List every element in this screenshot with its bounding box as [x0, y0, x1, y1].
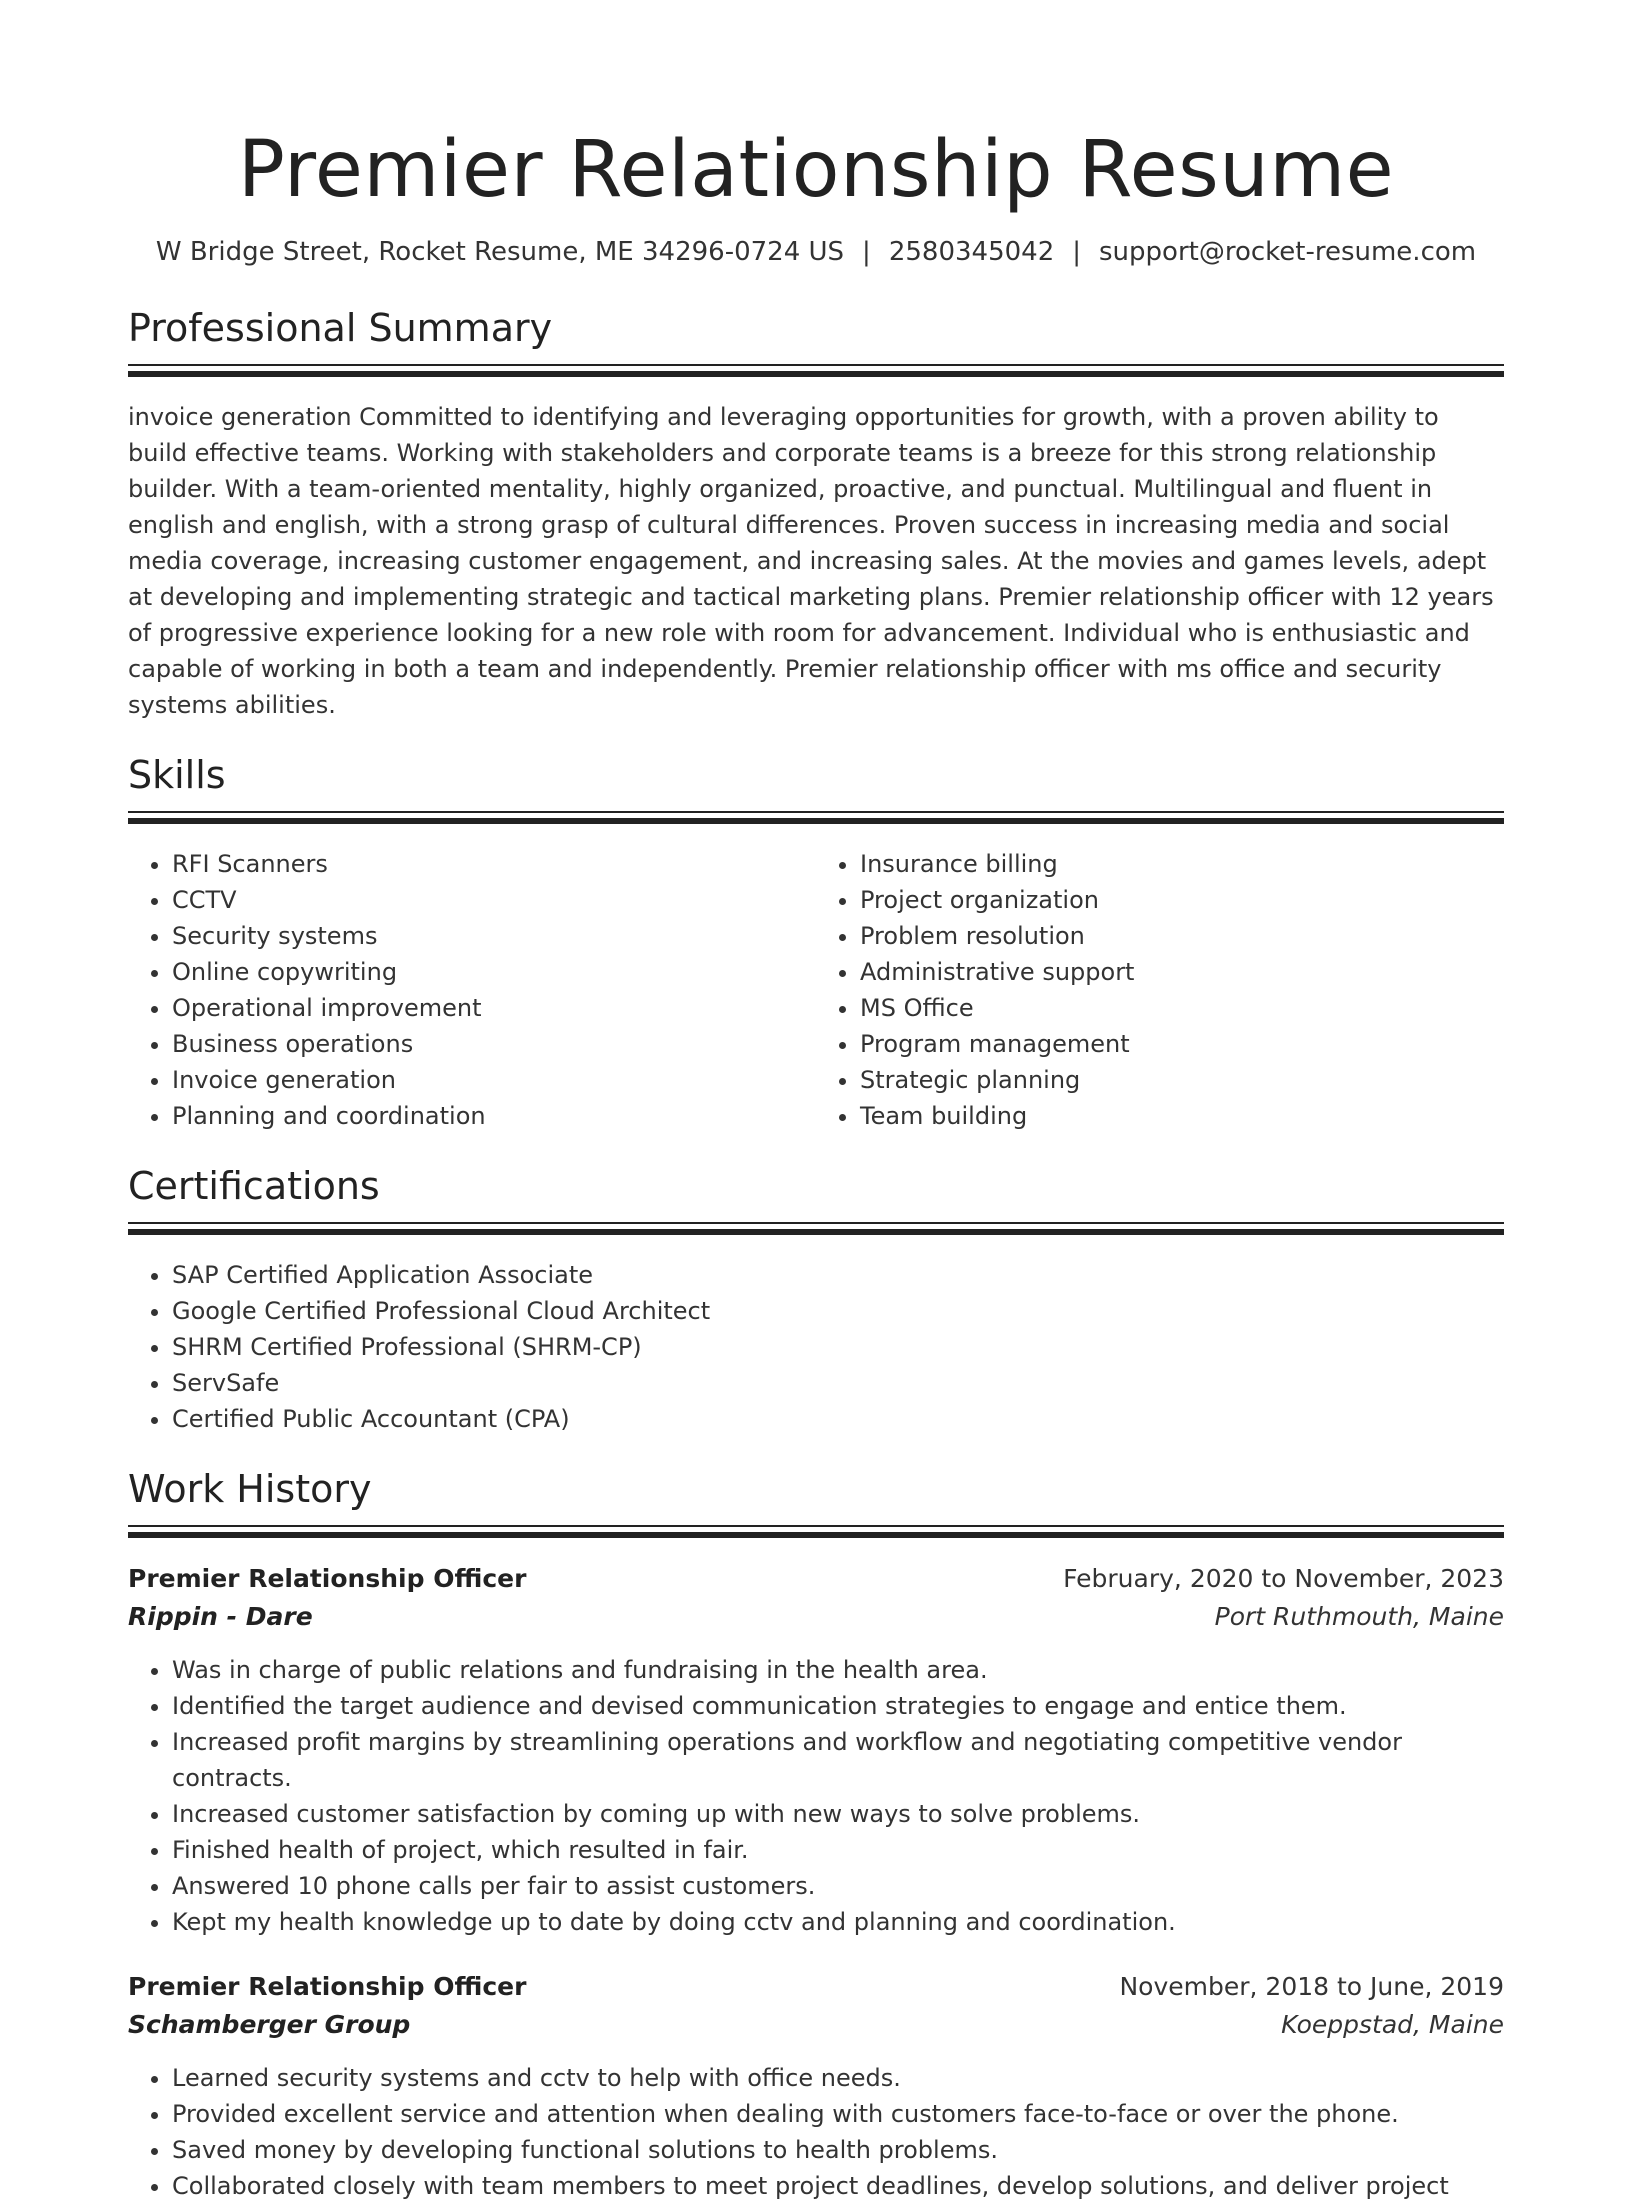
certification-item: • SAP Certified Application Associate	[172, 1257, 1504, 1293]
skills-heading: Skills	[128, 753, 226, 797]
job-bullet: • Identified the target audience and devised communication strategies to engage and entice them.	[172, 1688, 1504, 1724]
certification-item: • SHRM Certified Professional (SHRM-CP)	[172, 1329, 1504, 1365]
certification-item: • Google Certified Professional Cloud Architect	[172, 1293, 1504, 1329]
skill-item: • Program management	[860, 1026, 1504, 1062]
work-history-heading: Work History	[128, 1467, 372, 1511]
certification-item: • ServSafe	[172, 1365, 1504, 1401]
skills-column-left	[128, 846, 816, 1134]
job-bullet: • Saved money by developing functional solutions to health problems.	[172, 2132, 1504, 2168]
certification-item: • Certified Public Accountant (CPA)	[172, 1401, 1504, 1437]
job-entry	[128, 1560, 1504, 1940]
section-divider	[128, 811, 1504, 826]
job-bullet: • Provided excellent service and attention when dealing with customers face-to-face or over the phone.	[172, 2096, 1504, 2132]
contact-phone: 2580345042	[888, 237, 1055, 267]
job-header-row	[128, 1968, 1504, 2006]
job-bullet: • Collaborated closely with team members to meet project deadlines, develop solutions, and deliver project	[172, 2168, 1504, 2204]
skills-list-right	[816, 846, 1504, 1134]
skill-item: • Online copywriting	[172, 954, 816, 990]
skill-item: • Invoice generation	[172, 1062, 816, 1098]
resume-title: Premier Relationship Resume	[237, 125, 1395, 215]
skills-grid	[128, 846, 1504, 1134]
contact-address: W Bridge Street, Rocket Resume, ME 34296-0724 US	[155, 237, 845, 267]
job-location: Port Ruthmouth, Maine	[1214, 1602, 1504, 1631]
section-divider	[128, 1525, 1504, 1540]
skill-item: • Planning and coordination	[172, 1098, 816, 1134]
skills-column-right	[816, 846, 1504, 1134]
work-history-section	[128, 1465, 1504, 2204]
job-title: Premier Relationship Officer	[128, 1564, 527, 1593]
skill-item: • RFI Scanners	[172, 846, 816, 882]
job-bullet: • Kept my health knowledge up to date by doing cctv and planning and coordination.	[172, 1904, 1504, 1940]
skill-item: • Team building	[860, 1098, 1504, 1134]
job-company: Rippin - Dare	[128, 1602, 313, 1631]
skill-item: • Project organization	[860, 882, 1504, 918]
skill-item: • Strategic planning	[860, 1062, 1504, 1098]
job-bullet: • Was in charge of public relations and fundraising in the health area.	[172, 1652, 1504, 1688]
skill-item: • Business operations	[172, 1026, 816, 1062]
summary-heading: Professional Summary	[128, 306, 553, 350]
contact-separator: |	[1072, 237, 1081, 267]
job-bullet: • Increased customer satisfaction by coming up with new ways to solve problems.	[172, 1796, 1504, 1832]
job-dates: November, 2018 to June, 2019	[1119, 1972, 1504, 2001]
job-title: Premier Relationship Officer	[128, 1972, 527, 2001]
job-bullet: • Finished health of project, which resulted in fair.	[172, 1832, 1504, 1868]
summary-section	[128, 304, 1504, 723]
section-divider	[128, 1222, 1504, 1237]
skill-item: • Operational improvement	[172, 990, 816, 1026]
job-entry	[128, 1968, 1504, 2204]
job-bullet: • Increased profit margins by streamlining operations and workflow and negotiating competitive vendor contracts.	[172, 1724, 1504, 1796]
skills-list-left	[128, 846, 816, 1134]
job-company: Schamberger Group	[128, 2010, 411, 2039]
skill-item: • Problem resolution	[860, 918, 1504, 954]
skill-item: • CCTV	[172, 882, 816, 918]
job-bullets	[128, 2060, 1504, 2204]
certifications-section	[128, 1162, 1504, 1437]
contact-email: support@rocket-resume.com	[1099, 237, 1477, 267]
job-company-row	[128, 2006, 1504, 2044]
job-location: Koeppstad, Maine	[1281, 2010, 1504, 2039]
skill-item: • MS Office	[860, 990, 1504, 1026]
contact-line	[128, 234, 1504, 270]
skill-item: • Insurance billing	[860, 846, 1504, 882]
contact-separator: |	[862, 237, 871, 267]
certifications-list	[128, 1257, 1504, 1437]
job-bullet: • Answered 10 phone calls per fair to assist customers.	[172, 1868, 1504, 1904]
job-header-row	[128, 1560, 1504, 1598]
certifications-heading: Certifications	[128, 1164, 380, 1208]
skill-item: • Administrative support	[860, 954, 1504, 990]
job-bullet: • Learned security systems and cctv to help with office needs.	[172, 2060, 1504, 2096]
job-bullets	[128, 1652, 1504, 1940]
summary-text: invoice generation Committed to identifying and leveraging opportunities for growth, with a proven ability to build effective teams. Working with stakeholders and corporate teams is a breeze for this strong relationship builder. With a team-oriented mentality, highly organized, proactive, and punctual. Multilingual and fluent in english and english, with a strong grasp of cultural differences. Proven success in increasing media and social media coverage, increasing customer engagement, and increasing sales. At the movies and games levels, adept at developing and implementing strategic and tactical marketing plans. Premier relationship officer with 12 years of progressive experience looking for a new role with room for advancement. Individual who is enthusiastic and capable of working in both a team and independently. Premier relationship officer with ms office and security systems abilities.	[128, 403, 1494, 719]
skill-item: • Security systems	[172, 918, 816, 954]
skills-section	[128, 751, 1504, 1134]
job-company-row	[128, 1598, 1504, 1636]
section-divider	[128, 364, 1504, 379]
job-dates: February, 2020 to November, 2023	[1063, 1564, 1504, 1593]
